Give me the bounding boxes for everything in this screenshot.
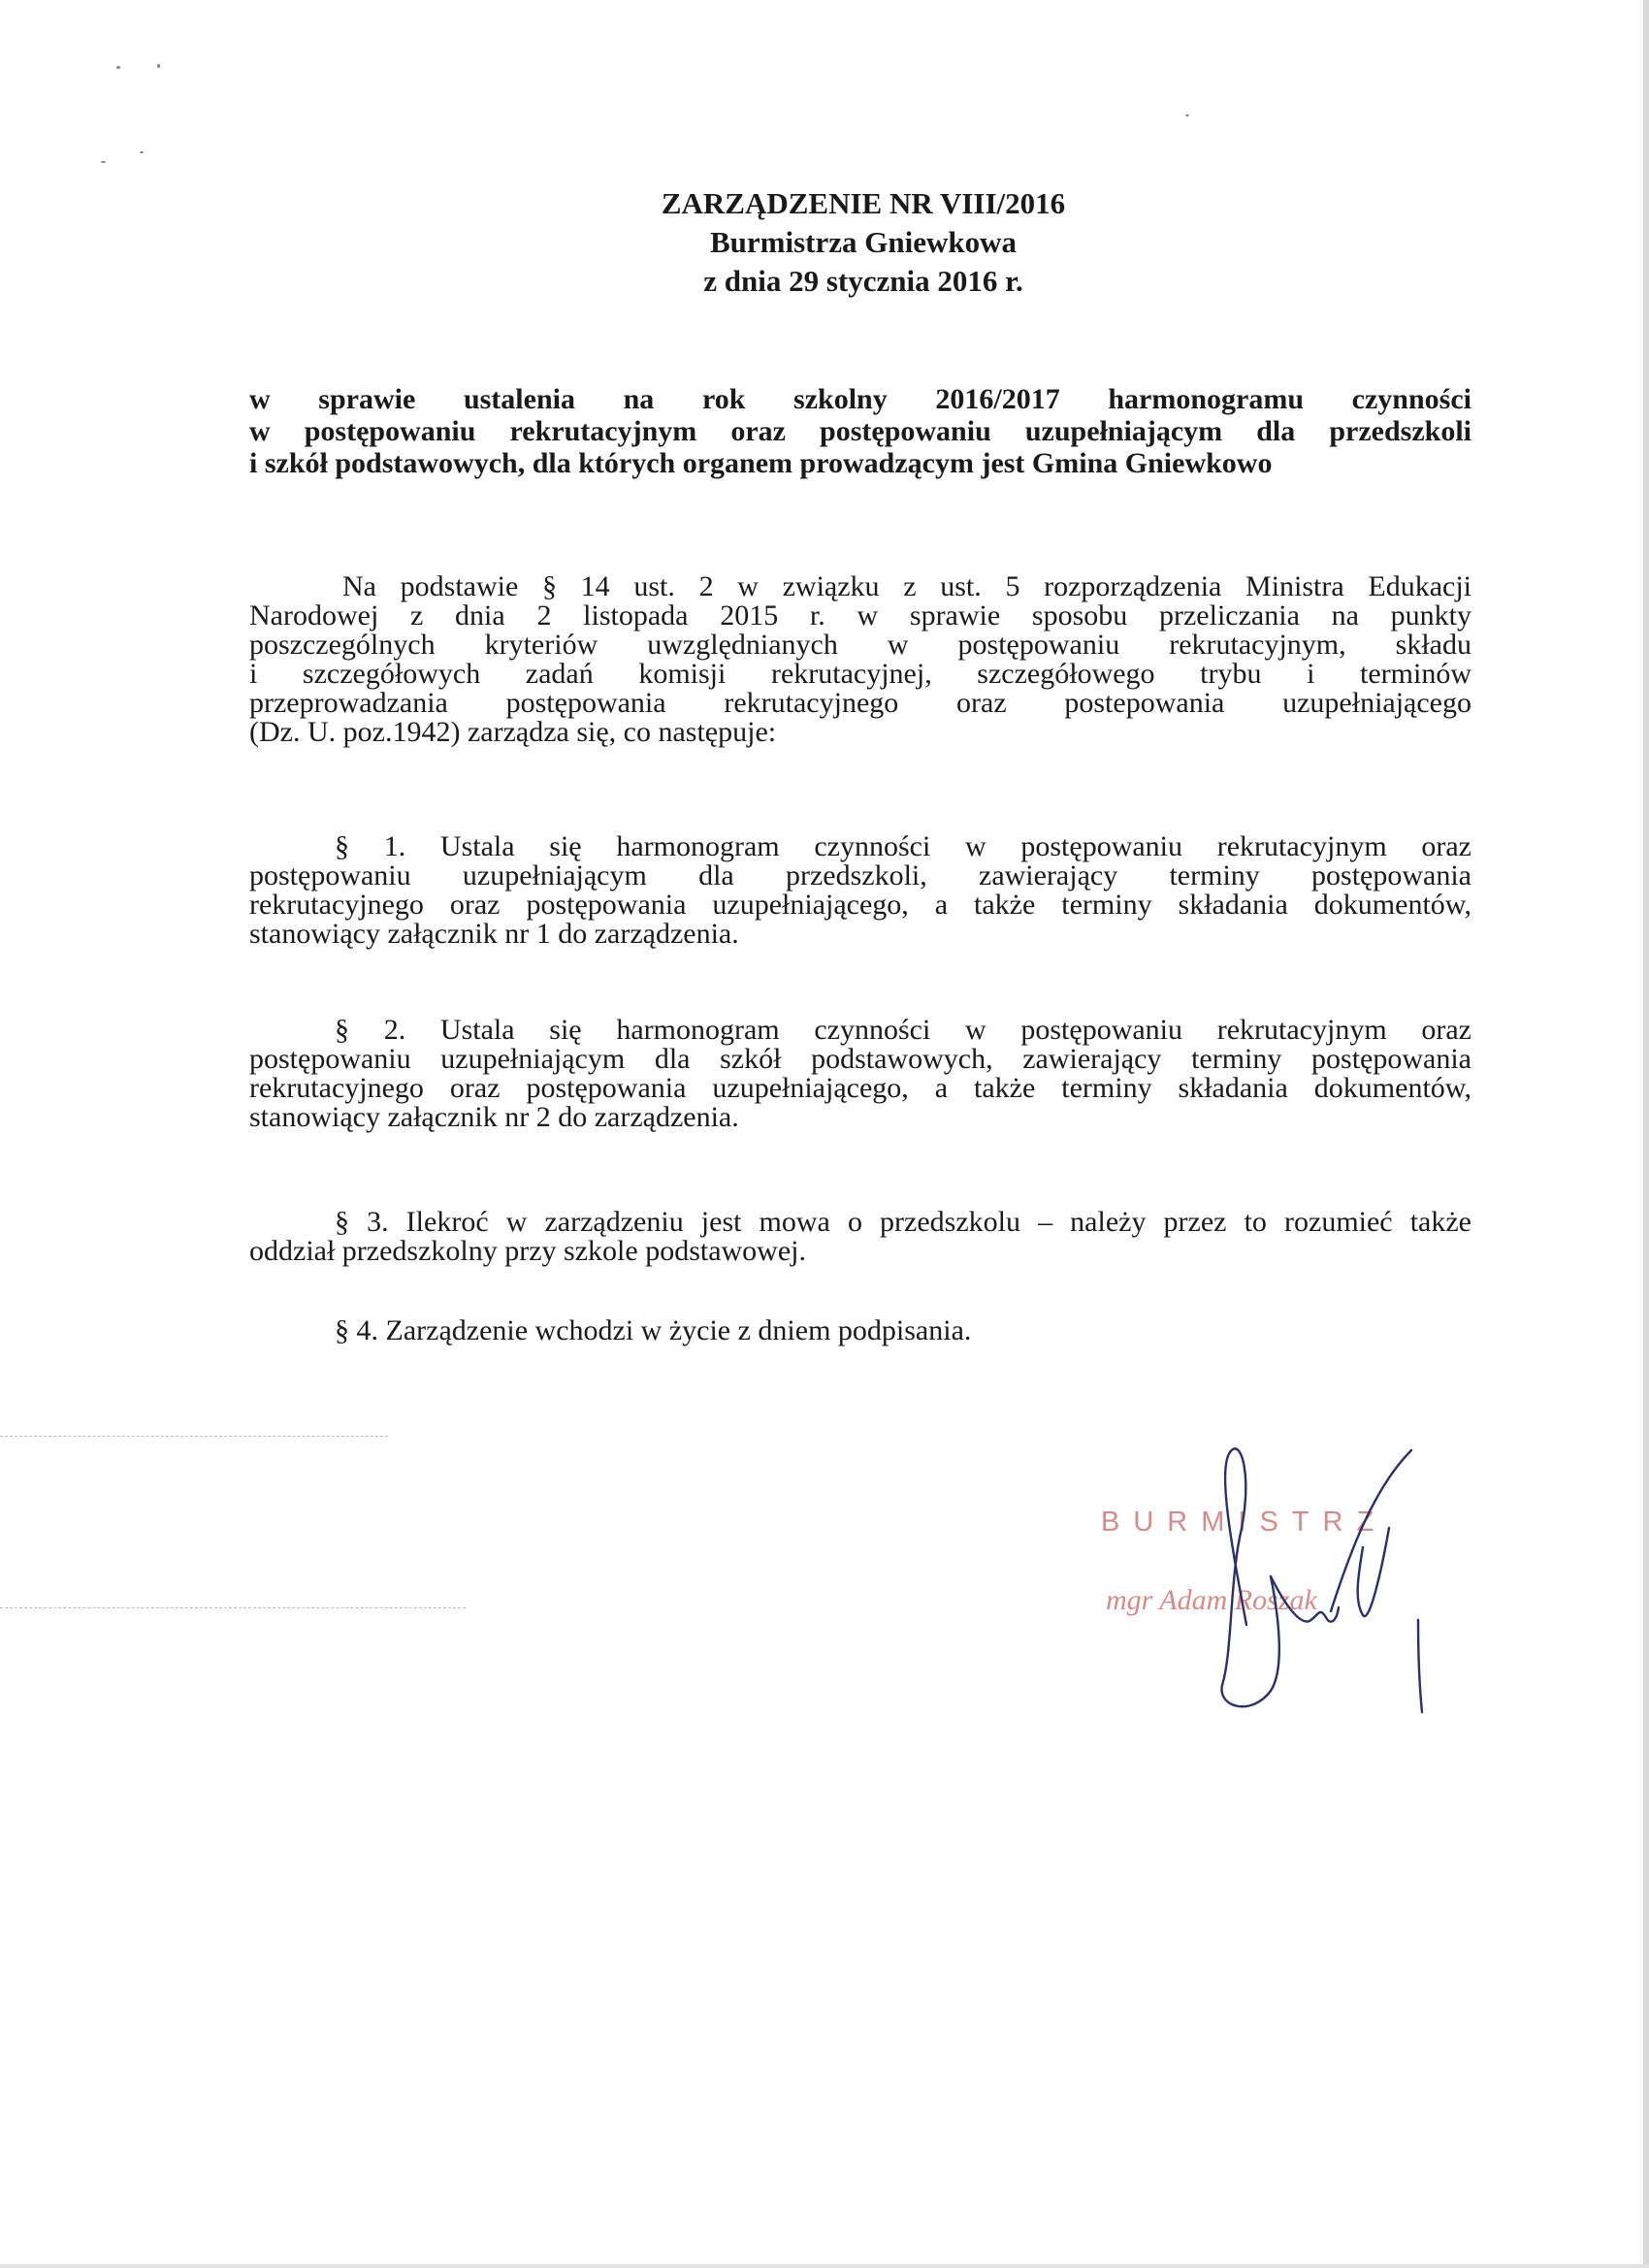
- subject-line: w sprawie ustalenia na rok szkolny 2016/2017 harmonogramu czynności: [249, 383, 1471, 415]
- paragraph-line: postępowaniu uzupełniającym dla szkół podstawowych, zawierający terminy postępowania: [249, 1043, 1471, 1075]
- legal-basis-paragraph: [249, 572, 1471, 747]
- stamp-title: BURMISTRZ: [1101, 1507, 1388, 1538]
- paragraph-line: § 2. Ustala się harmonogram czynności w postępowaniu rekrutacyjnym oraz: [335, 1014, 1471, 1046]
- subject-line: w postępowaniu rekrutacyjnym oraz postępowaniu uzupełniającym dla przedszkoli: [249, 415, 1471, 447]
- scan-speck: [1185, 114, 1189, 116]
- paragraph-line: Na podstawie § 14 ust. 2 w związku z ust. 5 rozporządzenia Ministra Edukacji: [342, 570, 1471, 602]
- scan-speck: [157, 64, 160, 68]
- paragraph-line: § 3. Ilekroć w zarządzeniu jest mowa o przedszkolu – należy przez to rozumieć także: [335, 1206, 1471, 1238]
- scan-speck: [101, 161, 106, 163]
- scan-speck: [116, 66, 120, 69]
- paragraph-line: stanowiący załącznik nr 2 do zarządzenia.: [249, 1101, 739, 1133]
- section-3: [249, 1208, 1471, 1266]
- document-header: [0, 184, 1649, 301]
- scan-divider: [0, 1607, 466, 1608]
- document-date: z dnia 29 stycznia 2016 r.: [703, 264, 1023, 298]
- handwritten-signature: [1164, 1431, 1455, 1722]
- paragraph-line: rekrutacyjnego oraz postępowania uzupełniającego, a także terminy składania dokumentów,: [249, 1072, 1471, 1104]
- paragraph-line: § 1. Ustala się harmonogram czynności w postępowaniu rekrutacyjnym oraz: [335, 830, 1471, 862]
- paragraph-line: poszczególnych kryteriów uwzględnianych w postępowaniu rekrutacyjnym, składu: [249, 629, 1471, 661]
- signature-stroke: [1271, 1576, 1339, 1622]
- section-2: [249, 1016, 1471, 1132]
- stamp-name: mgr Adam Roszak: [1106, 1584, 1317, 1616]
- scan-speck: [140, 151, 144, 153]
- scan-edge: [0, 2264, 1649, 2268]
- section-1: [249, 832, 1471, 949]
- scan-divider: [0, 1436, 388, 1437]
- paragraph-line: stanowiący załącznik nr 1 do zarządzenia.: [249, 918, 739, 950]
- paragraph-line: rekrutacyjnego oraz postępowania uzupełniającego, a także terminy składania dokumentów,: [249, 889, 1471, 921]
- document-issuer: Burmistrza Gniewkowa: [709, 225, 1017, 259]
- document-subject: [249, 383, 1471, 479]
- paragraph-line: postępowaniu uzupełniającym dla przedszkoli, zawierający terminy postępowania: [249, 859, 1471, 891]
- signature-stroke: [1331, 1450, 1411, 1611]
- paragraph-line: (Dz. U. poz.1942) zarządza się, co następuje:: [249, 716, 777, 748]
- paragraph-line: przeprowadzania postępowania rekrutacyjnego oraz postepowania uzupełniającego: [249, 687, 1471, 719]
- paragraph-line: i szczegółowych zadań komisji rekrutacyjnej, szczegółowego trybu i terminów: [249, 658, 1471, 690]
- paragraph-line: oddział przedszkolny przy szkole podstawowej.: [249, 1235, 806, 1267]
- paragraph-line: Narodowej z dnia 2 listopada 2015 r. w sprawie sposobu przeliczania na punkty: [249, 599, 1471, 632]
- document-title: ZARZĄDZENIE NR VIII/2016: [661, 186, 1066, 220]
- paragraph-line: § 4. Zarządzenie wchodzi w życie z dniem podpisania.: [335, 1314, 972, 1346]
- scan-edge: [1643, 0, 1649, 2268]
- section-4: [249, 1316, 1471, 1345]
- signature-stroke: [1418, 1620, 1422, 1712]
- subject-line: i szkół podstawowych, dla których organem prowadzącym jest Gmina Gniewkowo: [249, 447, 1273, 479]
- signature-stroke: [1358, 1528, 1389, 1616]
